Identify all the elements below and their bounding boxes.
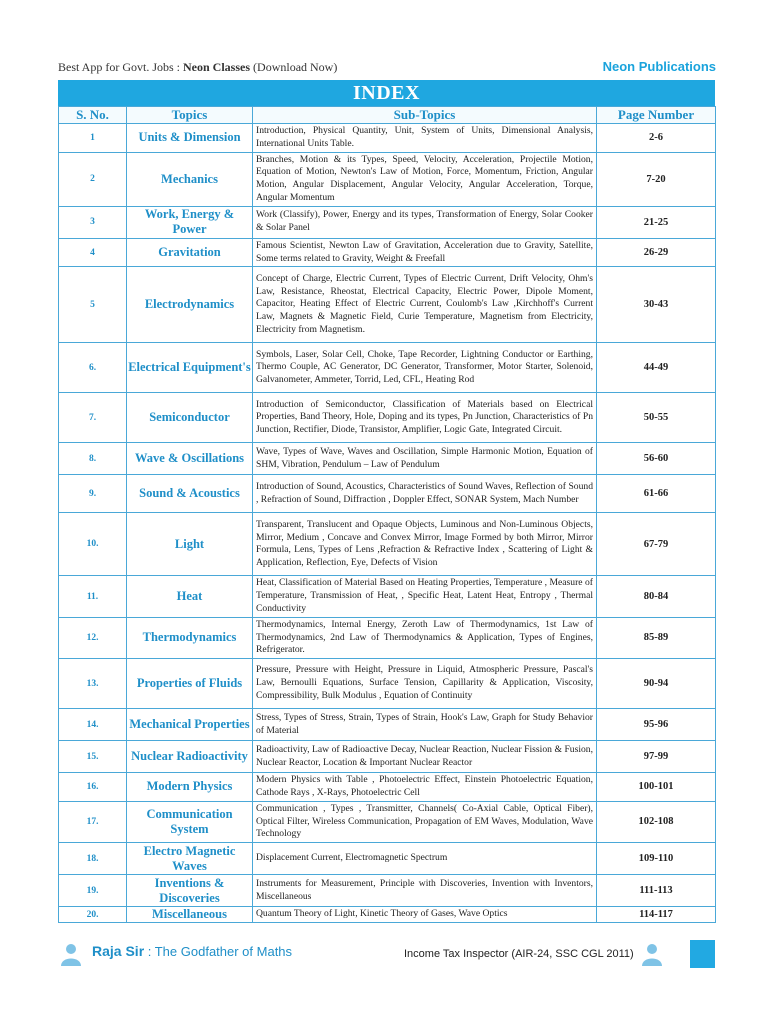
row-topic: Wave & Oscillations bbox=[127, 443, 253, 475]
row-page-number: 114-117 bbox=[597, 907, 716, 923]
table-row bbox=[59, 238, 716, 267]
row-subtopics: Concept of Charge, Electric Current, Types of Electric Current, Drift Velocity, Ohm's Law, Resistance, Rheostat, Electrical Capacity, Electric Power, Dipole Moment, Capacitor, Heating Effect of Electric Current, Coulomb's Law ,Kirchhoff's Current Law, Magnets & Magnetic Field, Curie Temperature, Magnetism from Electricity, Electricity from Magnetism. bbox=[253, 267, 597, 343]
row-sno: 8. bbox=[59, 443, 127, 475]
row-sno: 3 bbox=[59, 206, 127, 238]
table-row bbox=[59, 875, 716, 907]
row-page-number: 102-108 bbox=[597, 801, 716, 842]
row-sno: 20. bbox=[59, 907, 127, 923]
row-topic: Nuclear Radioactivity bbox=[127, 741, 253, 773]
table-row bbox=[59, 513, 716, 576]
row-subtopics: Stress, Types of Stress, Strain, Types of Strain, Hook's Law, Graph for Study Behavior of Material bbox=[253, 709, 597, 741]
row-topic: Miscellaneous bbox=[127, 907, 253, 923]
row-subtopics: Radioactivity, Law of Radioactive Decay, Nuclear Reaction, Nuclear Fission & Fusion, Nuclear Reactor, Location & Important Nuclear Reactor bbox=[253, 741, 597, 773]
row-topic: Properties of Fluids bbox=[127, 659, 253, 709]
table-row bbox=[59, 393, 716, 443]
row-page-number: 21-25 bbox=[597, 206, 716, 238]
row-sno: 13. bbox=[59, 659, 127, 709]
row-topic: Sound & Acoustics bbox=[127, 475, 253, 513]
row-subtopics: Introduction of Sound, Acoustics, Characteristics of Sound Waves, Reflection of Sound , Refraction of Sound, Diffraction , Doppler Effect, SONAR System, Mach Number bbox=[253, 475, 597, 513]
brand-neon-classes: Neon Classes bbox=[183, 60, 251, 74]
row-sno: 17. bbox=[59, 801, 127, 842]
row-subtopics: Heat, Classification of Material Based on Heating Properties, Temperature , Measure of Temperature, Transmission of Heat, , Specific Heat, Latent Heat, Entropy , Thermal Conductivity bbox=[253, 576, 597, 617]
publisher-name: Neon Publications bbox=[602, 59, 716, 74]
index-title: INDEX bbox=[58, 80, 715, 107]
row-subtopics: Wave, Types of Wave, Waves and Oscillation, Simple Harmonic Motion, Equation of SHM, Vibration, Pendulum – Law of Pendulum bbox=[253, 443, 597, 475]
table-header-row bbox=[59, 107, 716, 124]
row-topic: Modern Physics bbox=[127, 773, 253, 802]
row-subtopics: Work (Classify), Power, Energy and its types, Transformation of Energy, Solar Cooker & Solar Panel bbox=[253, 206, 597, 238]
row-sno: 4 bbox=[59, 238, 127, 267]
row-subtopics: Instruments for Measurement, Principle with Discoveries, Invention with Inventors, Miscellaneous bbox=[253, 875, 597, 907]
row-page-number: 111-113 bbox=[597, 875, 716, 907]
row-page-number: 109-110 bbox=[597, 843, 716, 875]
row-subtopics: Pressure, Pressure with Height, Pressure in Liquid, Atmospheric Pressure, Pascal's Law, Bernoulli Equations, Surface Tension, Capillarity & Application, Viscosity, Compressibility, Bulk Modulus , Equation of Continuity bbox=[253, 659, 597, 709]
app-promo-text: Best App for Govt. Jobs : Neon Classes (Download Now) bbox=[58, 60, 338, 74]
row-sno: 11. bbox=[59, 576, 127, 617]
row-subtopics: Modern Physics with Table , Photoelectric Effect, Einstein Photoelectric Equation, Cathode Rays , X-Rays, Photoelectric Cell bbox=[253, 773, 597, 802]
col-header-topics: Topics bbox=[127, 107, 253, 124]
row-subtopics: Introduction, Physical Quantity, Unit, System of Units, Dimensional Analysis, International Units Table. bbox=[253, 124, 597, 153]
row-subtopics: Thermodynamics, Internal Energy, Zeroth Law of Thermodynamics, 1st Law of Thermodynamics, 2nd Law of Thermodynamics & Application, Types of Engines, Refrigerator. bbox=[253, 617, 597, 658]
row-sno: 10. bbox=[59, 513, 127, 576]
table-row bbox=[59, 741, 716, 773]
row-topic: Gravitation bbox=[127, 238, 253, 267]
table-row bbox=[59, 267, 716, 343]
col-header-sno: S. No. bbox=[59, 107, 127, 124]
row-topic: Communication System bbox=[127, 801, 253, 842]
row-topic: Mechanics bbox=[127, 152, 253, 206]
row-sno: 6. bbox=[59, 343, 127, 393]
row-sno: 1 bbox=[59, 124, 127, 153]
row-page-number: 30-43 bbox=[597, 267, 716, 343]
table-row bbox=[59, 907, 716, 923]
table-row bbox=[59, 343, 716, 393]
person-icon bbox=[641, 942, 663, 966]
table-row bbox=[59, 659, 716, 709]
table-row bbox=[59, 152, 716, 206]
row-sno: 19. bbox=[59, 875, 127, 907]
row-subtopics: Famous Scientist, Newton Law of Gravitation, Acceleration due to Gravity, Satellite, Some terms related to Gravity, Weight & Freefall bbox=[253, 238, 597, 267]
row-subtopics: Transparent, Translucent and Opaque Objects, Luminous and Non-Luminous Objects, Mirror, Medium , Concave and Convex Mirror, Image Formed by both Mirror, Mirror Formula, Lens, Types of Lens ,Refraction & Refractive Index , Scattering of Light & Application, Reflection, Eye, Defects of Vision bbox=[253, 513, 597, 576]
row-page-number: 61-66 bbox=[597, 475, 716, 513]
row-sno: 7. bbox=[59, 393, 127, 443]
row-subtopics: Symbols, Laser, Solar Cell, Choke, Tape Recorder, Lightning Conductor or Earthing, Thermo Couple, AC Generator, DC Generator, Transformer, Motor Starter, Solenoid, Galvanometer, Ammeter, Torrid, Led, CFL, Heating Rod bbox=[253, 343, 597, 393]
row-subtopics: Quantum Theory of Light, Kinetic Theory of Gases, Wave Optics bbox=[253, 907, 597, 923]
row-topic: Thermodynamics bbox=[127, 617, 253, 658]
row-topic: Electro Magnetic Waves bbox=[127, 843, 253, 875]
person-icon bbox=[60, 942, 82, 966]
row-page-number: 100-101 bbox=[597, 773, 716, 802]
row-page-number: 95-96 bbox=[597, 709, 716, 741]
row-topic: Semiconductor bbox=[127, 393, 253, 443]
row-page-number: 56-60 bbox=[597, 443, 716, 475]
row-page-number: 7-20 bbox=[597, 152, 716, 206]
table-row bbox=[59, 576, 716, 617]
row-topic: Inventions & Discoveries bbox=[127, 875, 253, 907]
row-topic: Units & Dimension bbox=[127, 124, 253, 153]
row-topic: Work, Energy & Power bbox=[127, 206, 253, 238]
footer bbox=[58, 940, 715, 968]
row-subtopics: Branches, Motion & its Types, Speed, Velocity, Acceleration, Projectile Motion, Equation of Motion, Newton's Law of Motion, Force, Momentum, Friction, Angular Motion, Angular Displacement, Angular Velocity, Angular Acceleration, Torque, Angular Momentum bbox=[253, 152, 597, 206]
row-page-number: 85-89 bbox=[597, 617, 716, 658]
row-sno: 12. bbox=[59, 617, 127, 658]
table-row bbox=[59, 124, 716, 153]
table-row bbox=[59, 617, 716, 658]
row-topic: Light bbox=[127, 513, 253, 576]
footer-credential: Income Tax Inspector (AIR-24, SSC CGL 2011) bbox=[404, 948, 634, 960]
row-sno: 14. bbox=[59, 709, 127, 741]
table-row bbox=[59, 475, 716, 513]
table-row bbox=[59, 773, 716, 802]
table-row bbox=[59, 709, 716, 741]
row-sno: 2 bbox=[59, 152, 127, 206]
row-topic: Heat bbox=[127, 576, 253, 617]
corner-tab bbox=[690, 940, 715, 968]
row-topic: Electrodynamics bbox=[127, 267, 253, 343]
row-sno: 9. bbox=[59, 475, 127, 513]
row-sno: 5 bbox=[59, 267, 127, 343]
row-topic: Mechanical Properties bbox=[127, 709, 253, 741]
row-subtopics: Communication , Types , Transmitter, Channels( Co-Axial Cable, Optical Fiber), Optical Filter, Wireless Communication, Propagation of EM Waves, Modulation, Wave Technology bbox=[253, 801, 597, 842]
index-table bbox=[58, 106, 716, 923]
row-sno: 16. bbox=[59, 773, 127, 802]
row-page-number: 26-29 bbox=[597, 238, 716, 267]
table-row bbox=[59, 843, 716, 875]
col-header-page: Page Number bbox=[597, 107, 716, 124]
top-header bbox=[58, 58, 716, 78]
table-row bbox=[59, 801, 716, 842]
row-subtopics: Introduction of Semiconductor, Classification of Materials based on Electrical Properties, Band Theory, Hole, Doping and its types, Pn Junction, Characteristics of Pn Junction, Rectifier, Diode, Transistor, Amplifier, Logic Gate, Integrated Circuit. bbox=[253, 393, 597, 443]
row-page-number: 44-49 bbox=[597, 343, 716, 393]
row-page-number: 97-99 bbox=[597, 741, 716, 773]
row-subtopics: Displacement Current, Electromagnetic Spectrum bbox=[253, 843, 597, 875]
row-sno: 18. bbox=[59, 843, 127, 875]
row-topic: Electrical Equipment's bbox=[127, 343, 253, 393]
table-row bbox=[59, 443, 716, 475]
footer-brand: Raja Sir : The Godfather of Maths bbox=[92, 943, 293, 959]
row-page-number: 67-79 bbox=[597, 513, 716, 576]
table-row bbox=[59, 206, 716, 238]
row-page-number: 80-84 bbox=[597, 576, 716, 617]
row-page-number: 2-6 bbox=[597, 124, 716, 153]
row-page-number: 50-55 bbox=[597, 393, 716, 443]
col-header-subtopics: Sub-Topics bbox=[253, 107, 597, 124]
row-sno: 15. bbox=[59, 741, 127, 773]
row-page-number: 90-94 bbox=[597, 659, 716, 709]
